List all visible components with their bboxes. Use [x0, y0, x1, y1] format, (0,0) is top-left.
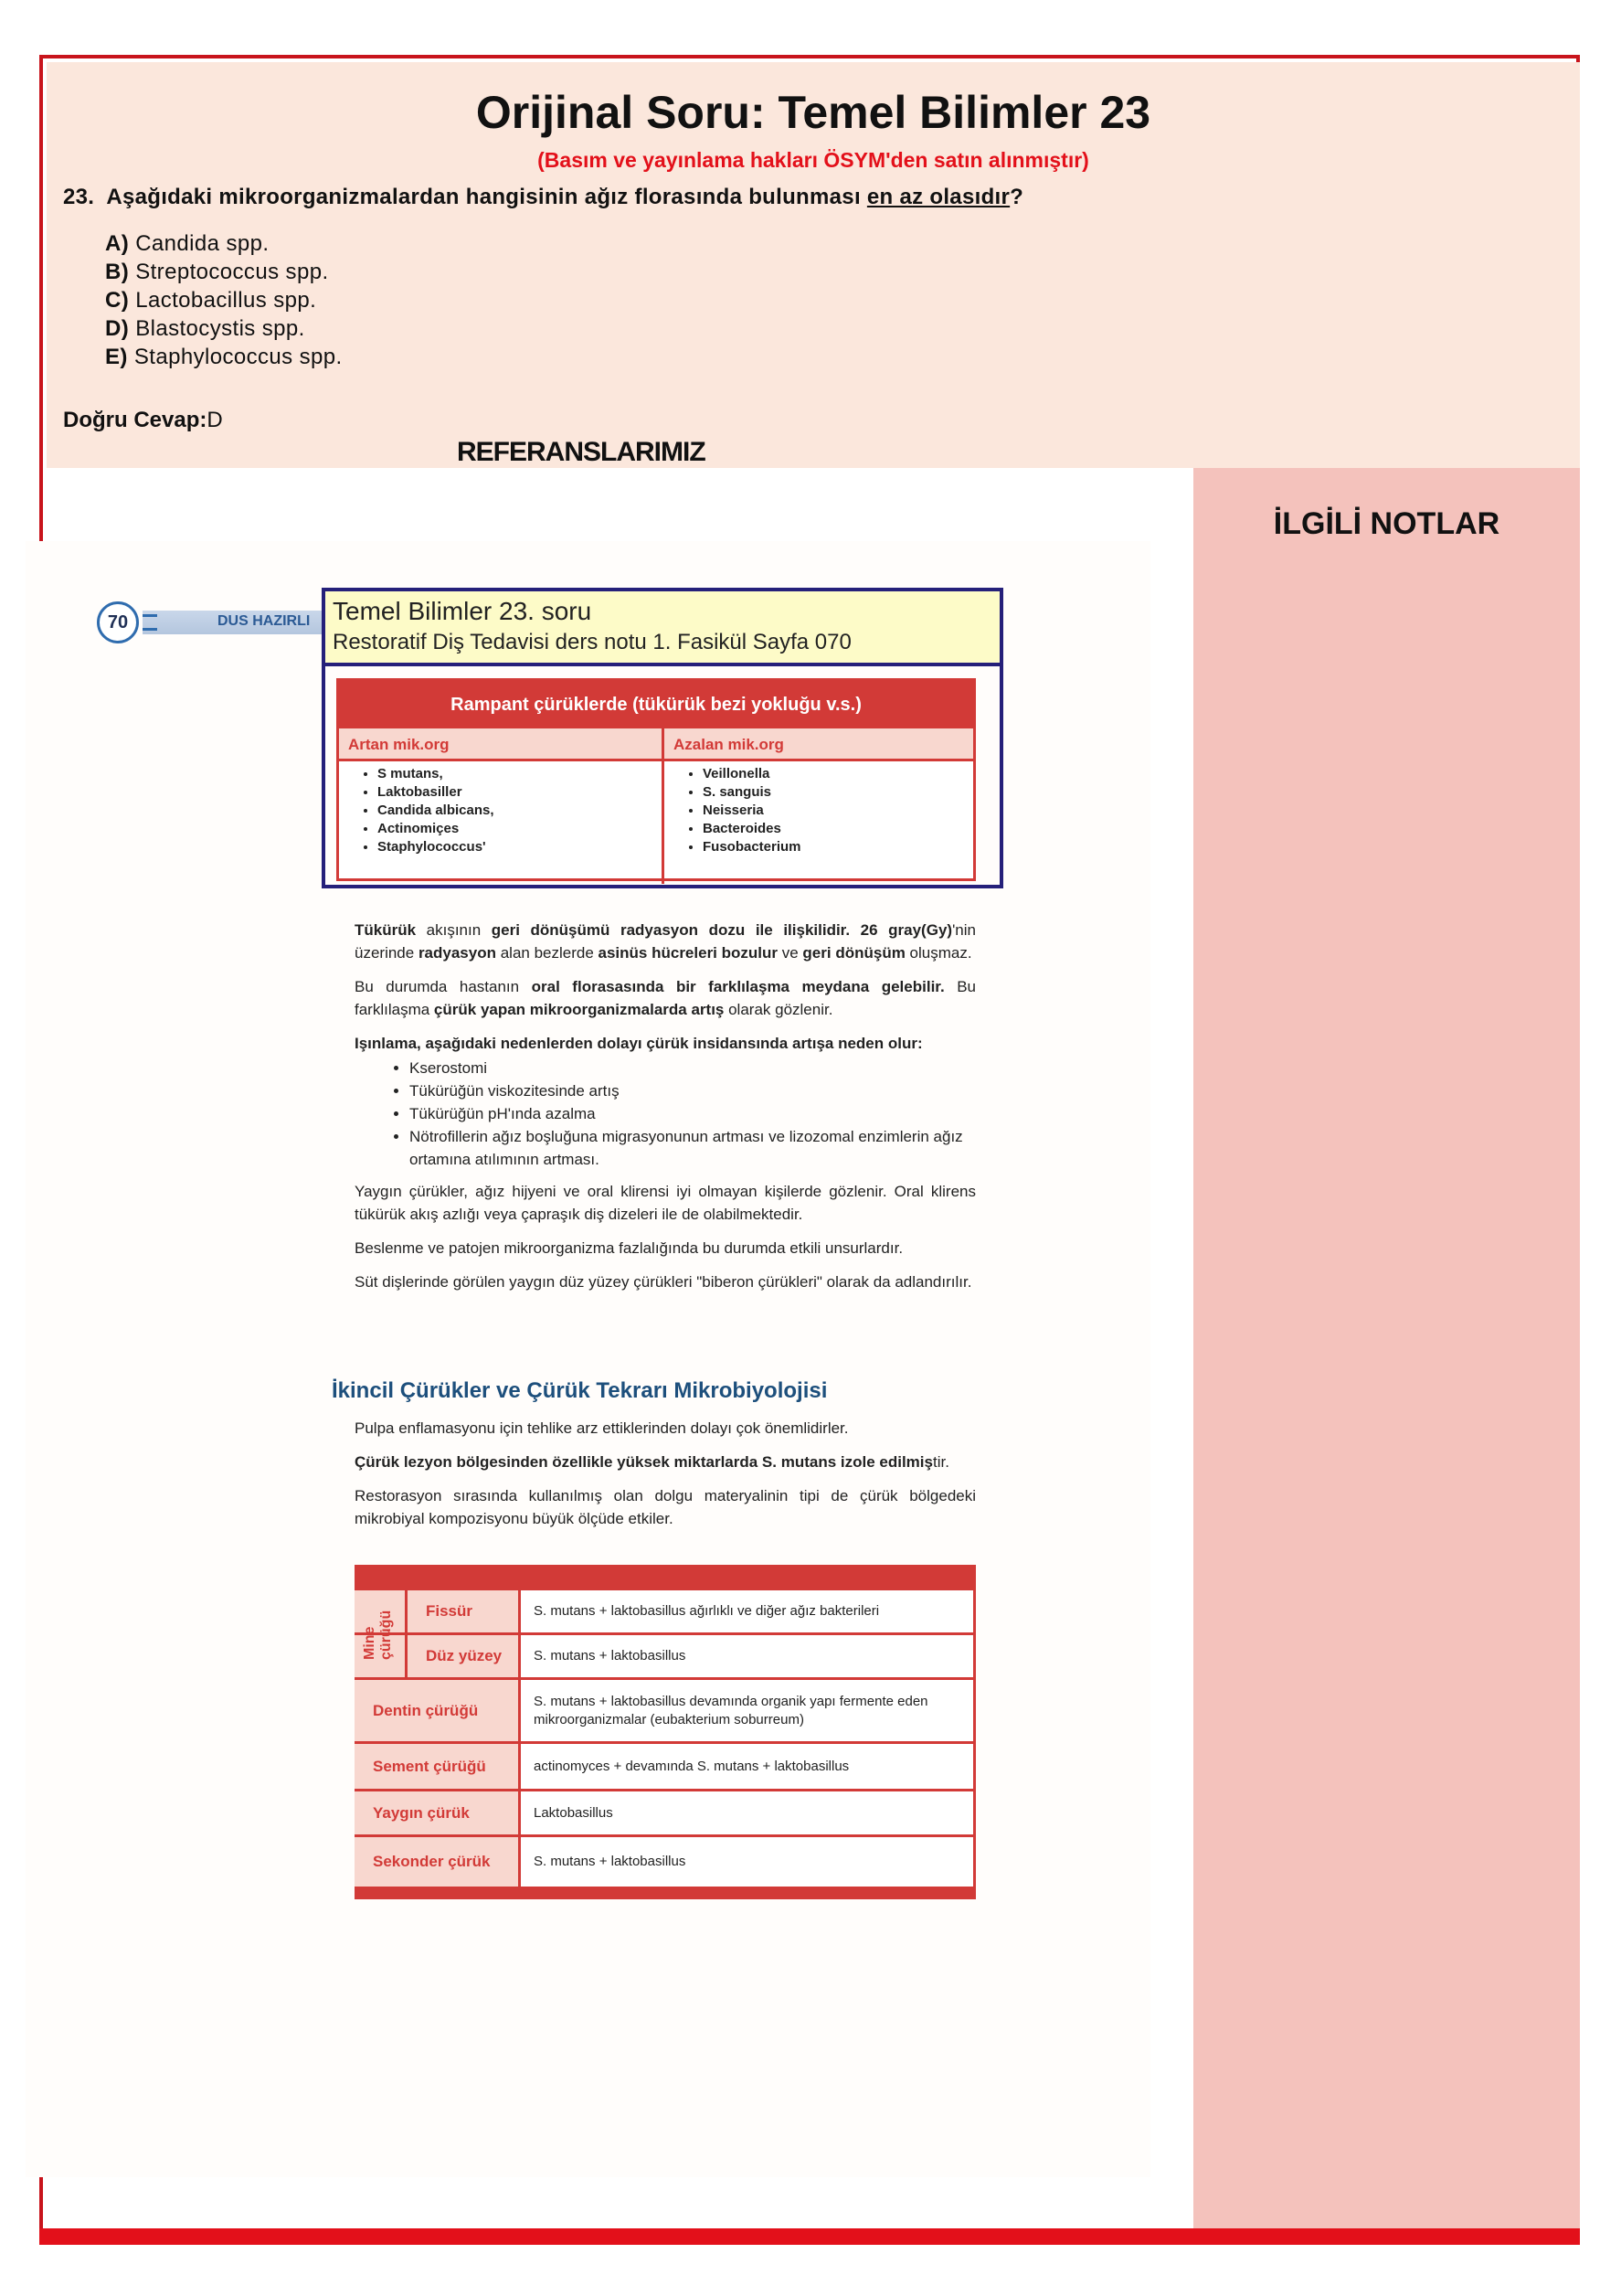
question-stem: Aşağıdaki mikroorganizmalardan hangisinin ağız florasında bulunması [106, 185, 861, 209]
caries-table-top-bar [355, 1565, 976, 1590]
notes-title: İLGİLİ NOTLAR [1273, 506, 1500, 541]
list-item: • Nötrofillerin ağız boşluğuna migrasyonunun artması ve lizozomal enzimlerin ağız ortamına atılımının artması. [409, 1125, 976, 1171]
paragraph: Yaygın çürükler, ağız hijyeni ve oral klirensi iyi olmayan kişilerde gözlenir. Oral klirens tükürük akış azlığı veya çapraşık diş dizeleri ile de olabilmektedir. [355, 1183, 976, 1223]
question-header [47, 62, 1580, 468]
paragraph: Restorasyon sırasında kullanılmış olan dolgu materyalinin tipi de çürük bölgedeki mikrobiyal kompozisyonu büyük ölçüde etkiler. [355, 1487, 976, 1527]
notes-panel [1193, 468, 1580, 2236]
table-row [355, 1590, 976, 1635]
paragraph: Süt dişlerinde görülen yaygın düz yüzey çürükleri "biberon çürükleri" olarak da adlandırılır. [355, 1273, 972, 1291]
footer-bar [39, 2228, 1580, 2245]
callout-source: Restoratif Diş Tedavisi ders notu 1. Fasikül Sayfa 070 [333, 630, 852, 654]
rampant-right-list: • Veillonella • S. sanguis • Neisseria • Bacteroides • Fusobacterium [684, 765, 801, 856]
option-b: B) Streptococcus spp. [105, 260, 329, 284]
paragraph: Tükürük akışının geri dönüşümü radyasyon dozu ile ilişkilidir. 26 gray(Gy)'nin üzerinde radyasyon alan bezlerde asinüs hücreleri bozulur ve geri dönüşüm oluşmaz. [355, 921, 976, 962]
reference-body-2 [355, 1417, 976, 1541]
row-label: Sement çürüğü [355, 1744, 521, 1789]
rights-notice: (Basım ve yayınlama hakları ÖSYM'den satın alınmıştır) [537, 148, 1089, 172]
callout-header [325, 591, 1000, 666]
list-item: • Tükürüğün viskozitesinde artış [409, 1079, 976, 1102]
page-title: Orijinal Soru: Temel Bilimler 23 [475, 87, 1151, 138]
enamel-group-label: Mine çürüğü [355, 1590, 408, 1680]
table-row [355, 1791, 976, 1837]
option-d: D) Blastocystis spp. [105, 316, 305, 341]
table-row [355, 1837, 976, 1887]
row-value: S. mutans + laktobasillus [534, 1854, 686, 1869]
paragraph: Bu durumda hastanın oral florasasında bir farklılaşma meydana gelebilir. Bu farklılaşma çürük yapan mikroorganizmalarda artış olarak gözlenir. [355, 978, 976, 1018]
running-head: DUS HAZIRLI [217, 613, 311, 629]
references-title: REFERANSLARIMIZ [457, 437, 705, 467]
row-label: Dentin çürüğü [355, 1680, 521, 1741]
menu-lines-icon [143, 614, 157, 631]
row-label: Düz yüzey [408, 1635, 521, 1677]
paragraph: Beslenme ve patojen mikroorganizma fazlalığında bu durumda etkili unsurlardır. [355, 1239, 904, 1257]
row-label: Yaygın çürük [355, 1791, 521, 1834]
question-number: 23. [63, 185, 95, 209]
paragraph: Pulpa enflamasyonu için tehlike arz ettiklerinden dolayı çok önemlidirler. [355, 1419, 849, 1437]
table-row [355, 1680, 976, 1744]
irradiation-effects-list [355, 1057, 976, 1171]
question-mark: ? [1010, 185, 1024, 209]
row-value: S. mutans + laktobasillus devamında organik yapı fermente eden mikroorganizmalar (eubakterium soburreum) [534, 1693, 928, 1727]
rampant-left-list: • S mutans, • Laktobasiller • Candida albicans, • Actinomiçes • Staphylococcus' [359, 765, 494, 856]
rampant-left-header: Artan mik.org [339, 728, 662, 761]
option-c: C) Lactobacillus spp. [105, 288, 317, 313]
caries-table [355, 1565, 976, 1899]
table-row [355, 1635, 976, 1680]
table-row [355, 1744, 976, 1791]
row-value: S. mutans + laktobasillus [534, 1648, 686, 1664]
caries-table-bottom-bar [355, 1887, 976, 1899]
section-title: İkincil Çürükler ve Çürük Tekrarı Mikrobiyolojisi [332, 1378, 828, 1403]
callout-title: Temel Bilimler 23. soru [333, 597, 592, 625]
page-number-badge: 70 [97, 601, 139, 643]
question-text [63, 185, 1023, 210]
row-value: Laktobasillus [534, 1804, 613, 1821]
option-e: E) Staphylococcus spp. [105, 345, 343, 369]
row-value: S. mutans + laktobasillus ağırlıklı ve diğer ağız bakterileri [534, 1603, 880, 1619]
list-item: • Tükürüğün pH'ında azalma [409, 1102, 976, 1125]
question-emphasis: en az olasıdır [866, 185, 1011, 209]
rampant-right-header: Azalan mik.org [664, 728, 973, 761]
option-a: A) Candida spp. [105, 231, 270, 256]
row-value: actinomyces + devamında S. mutans + laktobasillus [534, 1758, 850, 1774]
paragraph: Işınlama, aşağıdaki nedenlerden dolayı çürük insidansında artışa neden olur: [355, 1035, 923, 1052]
source-callout [322, 588, 1003, 888]
options-list [105, 229, 343, 371]
rampant-table-title: Rampant çürüklerde (tükürük bezi yokluğu v.s.) [339, 681, 973, 728]
row-label: Fissür [408, 1590, 521, 1632]
row-label: Sekonder çürük [355, 1837, 521, 1887]
correct-answer: Doğru Cevap:D [63, 408, 223, 432]
list-item: • Kserostomi [409, 1057, 976, 1079]
paragraph: Çürük lezyon bölgesinden özellikle yüksek miktarlarda S. mutans izole edilmiştir. [355, 1453, 949, 1471]
reference-body-1 [355, 919, 976, 1304]
